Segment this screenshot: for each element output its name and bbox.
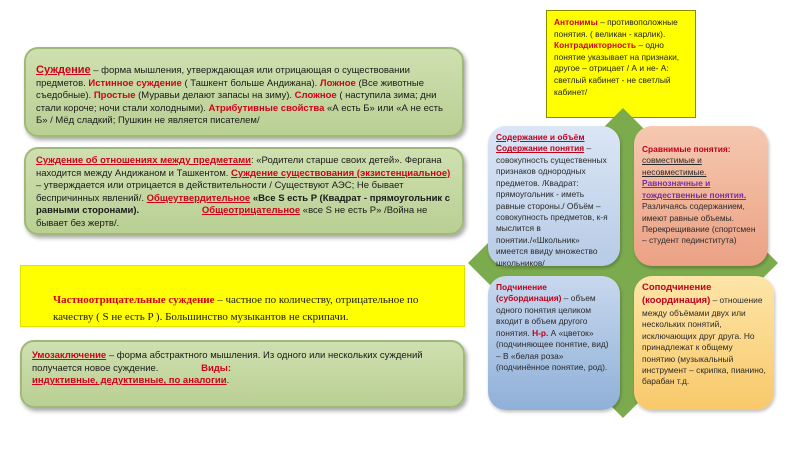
comparable-title: Сравнимые понятия: [642,144,731,154]
inference-text: – форма абстрактного мышления. Из одного или нескольких суждений получается новое суждение. [32,350,423,374]
types-label: Виды: [201,362,232,374]
attributive-term: Атрибутивные свойства [208,102,325,114]
judgement-term: Суждение [36,64,91,76]
true-judgement-term: Истинное суждение [88,77,182,89]
concept-content-term: Содержание понятия [496,143,585,154]
inference-box [20,340,465,408]
comparable-text: Различаясь содержанием, имеют равные объемы. Перекрещивание (спортсмен – студент пединститута) [642,201,756,246]
simple-judgement-example: (Муравьи делают запасы на зиму). [135,90,295,102]
existence-text: – утверждается или отрицается в действительности / Существуют АЭС; Не бывает беспричинных явлений/. [36,180,404,204]
subordination-term: Подчинение (субординация) [496,282,562,304]
concept-content-text: – совокупность существенных признаков однородных предметов. /Квадрат: прямоугольник - иметь равные стороны./ Объём – совокупность предметов, к-я мыслится в понятии./«Школьник» имеется ввиду множество школьников/ [496,143,608,268]
contradiction-term: Контрадикторность [554,40,637,51]
comparable-concepts-card [634,126,768,266]
content-volume-card [488,126,620,266]
existence-term: Суждение существования (экзистенциальное) [231,167,451,179]
coordination-term: Соподчинение (координация) [642,282,712,306]
judgement-definition-box [24,47,464,137]
coordination-card [634,276,774,410]
content-volume-title: Содержание и объём [496,132,585,142]
partial-negative-text: – частное по количеству, отрицательное по качеству ( S не есть P ). Большинство музыкантов не скрипачи. [53,294,419,324]
inference-term: Умозаключение [32,350,107,361]
antonyms-box [546,10,696,118]
compatible-term: совместимые и несовместимые. [642,155,707,177]
false-judgement-example: (Все животные съедобные). [36,77,425,102]
judgement-text: – форма мышления, утверждающая или отрицающая о существовании предметов. [36,65,410,89]
subordination-card [488,276,620,410]
relations-term: Суждение об отношениях между предметами [36,155,251,166]
general-affirmative-term: Общеутвердительное [146,192,251,204]
general-negative-text: «все S не есть P» /Война не бывает без жертв/. [36,205,428,229]
general-negative-term: Общеотрицательное [201,205,301,217]
types-list: индуктивные, дедуктивные, по аналогии [32,375,227,387]
antonyms-text: – противоположные понятия. ( великан - карлик). [554,17,678,39]
partial-negative-term: Частноотрицательные суждение [53,294,215,306]
antonyms-term: Антонимы [554,17,598,27]
general-affirmative-text: «Все S есть P (Квадрат - прямоугольник с равными сторонами). [36,192,451,217]
relations-judgement-box [24,147,464,235]
contradiction-text: – одно понятие указывает на признаки, другое – отрицает / А и не- А: светлый кабинет - не светлый кабинет/ [554,40,680,97]
equivalent-term: Равнозначные и тождественные понятия. [642,178,747,200]
example-label: Н-р. [532,327,549,338]
subordination-text: – объем одного понятия целиком входит в объем другого понятия. [496,293,596,338]
relations-text: : «Родители старше своих детей». Фергана находится между Андижаном и Ташкентом. [36,155,442,179]
false-judgement-term: Ложное [319,77,356,89]
partial-negative-box [20,265,465,327]
simple-judgement-term: Простые [93,90,136,102]
coordination-text: – отношение между объёмами двух или нескольких понятий, исключающих друг друга. Но принадлежат к общему понятию (музыкальный инструмент – скрипка, пианино, барабан т.д. [642,294,766,387]
subordination-example: А «цветок» (подчиняющее понятие, вид) – В «белая роза» (подчинённое понятие, род). [496,327,609,372]
true-judgement-example: ( Ташкент больше Андижана). [181,77,320,89]
complex-judgement-example: ( наступила зима; дни стали короче; ночи стали холодными). [36,90,437,114]
types-end: . [226,375,230,387]
attributive-example: «А есть Б» или «А не есть Б» / Мёд сладкий; Пушкин не является писателем/ [36,102,443,127]
complex-judgement-term: Сложное [294,90,337,102]
